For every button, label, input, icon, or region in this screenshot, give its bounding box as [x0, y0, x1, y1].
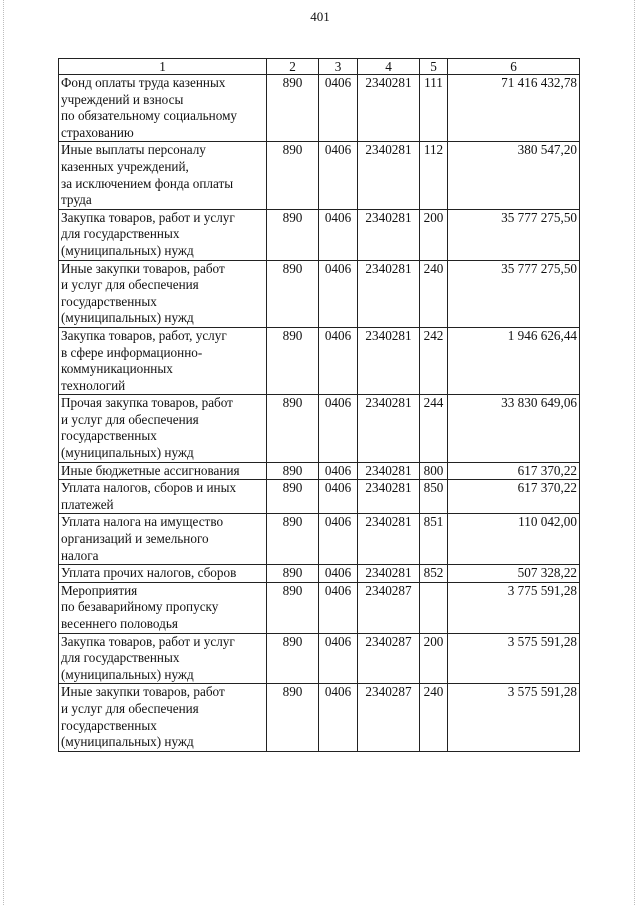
- row-name-line: государственных: [61, 428, 157, 444]
- row-name-line: государственных: [61, 717, 157, 733]
- header-col-1: 1: [59, 59, 267, 75]
- amount-cell: 617 370,22: [448, 480, 580, 514]
- row-name-line: и услуг для обеспечения: [61, 277, 199, 293]
- target-article-cell: 2340281: [358, 75, 420, 142]
- expense-type-cell: 200: [420, 633, 448, 684]
- row-name-line: (муниципальных) нужд: [61, 242, 194, 258]
- ministry-code-cell: 890: [267, 462, 319, 480]
- row-name-line: и услуг для обеспечения: [61, 411, 199, 427]
- target-article-cell: 2340287: [358, 684, 420, 751]
- expense-type-cell: 242: [420, 327, 448, 394]
- page-number: 401: [310, 9, 330, 24]
- section-code-cell: 0406: [319, 209, 358, 260]
- target-article-cell: 2340281: [358, 514, 420, 565]
- target-article-cell: 2340281: [358, 260, 420, 327]
- section-code-cell: 0406: [319, 327, 358, 394]
- ministry-code-cell: 890: [267, 260, 319, 327]
- ministry-code-cell: 890: [267, 209, 319, 260]
- section-code-cell: 0406: [319, 684, 358, 751]
- row-name-line: и услуг для обеспечения: [61, 700, 199, 716]
- row-name-line: Закупка товаров, работ и услуг: [61, 209, 235, 225]
- ministry-code-cell: 890: [267, 684, 319, 751]
- scan-edge-left: [3, 0, 5, 905]
- table-header-row: [59, 59, 580, 75]
- row-name-line: в сфере информационно-: [61, 344, 203, 360]
- target-article-cell: 2340281: [358, 327, 420, 394]
- row-name-line: (муниципальных) нужд: [61, 445, 194, 461]
- row-name-cell: [59, 260, 267, 327]
- row-name-line: учреждений и взносы: [61, 91, 184, 107]
- row-name-line: Закупка товаров, работ, услуг: [61, 327, 227, 343]
- expense-type-cell: 800: [420, 462, 448, 480]
- row-name-cell: [59, 684, 267, 751]
- table-row: [59, 514, 580, 565]
- row-name-line: Уплата налогов, сборов и иных: [61, 480, 237, 496]
- row-name-line: Уплата налога на имущество: [61, 514, 224, 530]
- amount-cell: 380 547,20: [448, 142, 580, 209]
- row-name-cell: [59, 327, 267, 394]
- row-name-line: технологий: [61, 377, 126, 393]
- row-name-line: платежей: [61, 496, 114, 512]
- ministry-code-cell: 890: [267, 514, 319, 565]
- section-code-cell: 0406: [319, 565, 358, 583]
- amount-cell: 3 575 591,28: [448, 684, 580, 751]
- row-name-line: Фонд оплаты труда казенных: [61, 75, 226, 90]
- expense-type-cell: 240: [420, 260, 448, 327]
- amount-cell: 35 777 275,50: [448, 260, 580, 327]
- amount-cell: 617 370,22: [448, 462, 580, 480]
- row-name-line: Уплата прочих налогов, сборов: [61, 565, 237, 581]
- row-name-cell: [59, 633, 267, 684]
- row-name-line: Закупка товаров, работ и услуг: [61, 633, 235, 649]
- row-name-line: коммуникационных: [61, 361, 173, 377]
- expense-type-cell: 200: [420, 209, 448, 260]
- table-row: [59, 260, 580, 327]
- row-name-line: весеннего половодья: [61, 616, 178, 631]
- row-name-cell: [59, 209, 267, 260]
- target-article-cell: 2340281: [358, 142, 420, 209]
- target-article-cell: 2340281: [358, 480, 420, 514]
- ministry-code-cell: 890: [267, 395, 319, 462]
- row-name-line: Иные закупки товаров, работ: [61, 260, 225, 276]
- row-name-cell: [59, 142, 267, 209]
- section-code-cell: 0406: [319, 395, 358, 462]
- header-col-2: 2: [267, 59, 319, 75]
- target-article-cell: 2340281: [358, 395, 420, 462]
- amount-cell: 507 328,22: [448, 565, 580, 583]
- row-name-cell: [59, 395, 267, 462]
- header-col-3: 3: [319, 59, 358, 75]
- table-row: [59, 565, 580, 583]
- amount-cell: 3 775 591,28: [448, 582, 580, 633]
- row-name-line: налога: [61, 547, 99, 563]
- table-row: [59, 684, 580, 751]
- expense-type-cell: 850: [420, 480, 448, 514]
- row-name-line: труда: [61, 192, 92, 208]
- header-col-6: 6: [448, 59, 580, 75]
- row-name-line: Иные выплаты персоналу: [61, 142, 206, 158]
- ministry-code-cell: 890: [267, 75, 319, 142]
- row-name-cell: [59, 75, 267, 142]
- ministry-code-cell: 890: [267, 480, 319, 514]
- section-code-cell: 0406: [319, 582, 358, 633]
- target-article-cell: 2340281: [358, 209, 420, 260]
- section-code-cell: 0406: [319, 480, 358, 514]
- expense-type-cell: 852: [420, 565, 448, 583]
- ministry-code-cell: 890: [267, 582, 319, 633]
- section-code-cell: 0406: [319, 633, 358, 684]
- row-name-line: по безаварийному пропуску: [61, 599, 219, 615]
- target-article-cell: 2340281: [358, 462, 420, 480]
- row-name-line: страхованию: [61, 124, 134, 140]
- table-row: [59, 327, 580, 394]
- table-row: [59, 480, 580, 514]
- header-col-5: 5: [420, 59, 448, 75]
- section-code-cell: 0406: [319, 462, 358, 480]
- row-name-line: казенных учреждений,: [61, 158, 189, 174]
- section-code-cell: 0406: [319, 75, 358, 142]
- row-name-line: (муниципальных) нужд: [61, 734, 194, 750]
- amount-cell: 1 946 626,44: [448, 327, 580, 394]
- section-code-cell: 0406: [319, 514, 358, 565]
- ministry-code-cell: 890: [267, 633, 319, 684]
- row-name-line: Прочая закупка товаров, работ: [61, 395, 233, 411]
- row-name-line: для государственных: [61, 650, 180, 666]
- row-name-cell: [59, 582, 267, 633]
- row-name-line: Иные закупки товаров, работ: [61, 684, 225, 700]
- amount-cell: 71 416 432,78: [448, 75, 580, 142]
- row-name-line: по обязательному социальному: [61, 108, 238, 124]
- row-name-line: за исключением фонда оплаты: [61, 175, 234, 191]
- row-name-cell: [59, 462, 267, 480]
- target-article-cell: 2340281: [358, 565, 420, 583]
- ministry-code-cell: 890: [267, 327, 319, 394]
- amount-cell: 33 830 649,06: [448, 395, 580, 462]
- amount-cell: 110 042,00: [448, 514, 580, 565]
- ministry-code-cell: 890: [267, 142, 319, 209]
- budget-table: [58, 58, 580, 752]
- target-article-cell: 2340287: [358, 633, 420, 684]
- table-row: [59, 582, 580, 633]
- expense-type-cell: 112: [420, 142, 448, 209]
- row-name-line: Иные бюджетные ассигнования: [61, 462, 240, 478]
- ministry-code-cell: 890: [267, 565, 319, 583]
- expense-type-cell: [420, 582, 448, 633]
- table-body: [59, 75, 580, 752]
- row-name-line: Мероприятия: [61, 582, 138, 598]
- table-row: [59, 142, 580, 209]
- row-name-line: для государственных: [61, 226, 180, 242]
- scan-edge-right: [634, 0, 636, 905]
- expense-type-cell: 111: [420, 75, 448, 142]
- row-name-line: (муниципальных) нужд: [61, 310, 194, 326]
- row-name-cell: [59, 514, 267, 565]
- section-code-cell: 0406: [319, 142, 358, 209]
- amount-cell: 35 777 275,50: [448, 209, 580, 260]
- row-name-line: (муниципальных) нужд: [61, 666, 194, 682]
- row-name-line: организаций и земельного: [61, 531, 209, 547]
- table-row: [59, 462, 580, 480]
- row-name-cell: [59, 565, 267, 583]
- expense-type-cell: 851: [420, 514, 448, 565]
- row-name-cell: [59, 480, 267, 514]
- header-col-4: 4: [358, 59, 420, 75]
- section-code-cell: 0406: [319, 260, 358, 327]
- row-name-line: государственных: [61, 293, 157, 309]
- amount-cell: 3 575 591,28: [448, 633, 580, 684]
- expense-type-cell: 244: [420, 395, 448, 462]
- table-row: [59, 209, 580, 260]
- table-row: [59, 395, 580, 462]
- table-row: [59, 75, 580, 142]
- table-row: [59, 633, 580, 684]
- target-article-cell: 2340287: [358, 582, 420, 633]
- expense-type-cell: 240: [420, 684, 448, 751]
